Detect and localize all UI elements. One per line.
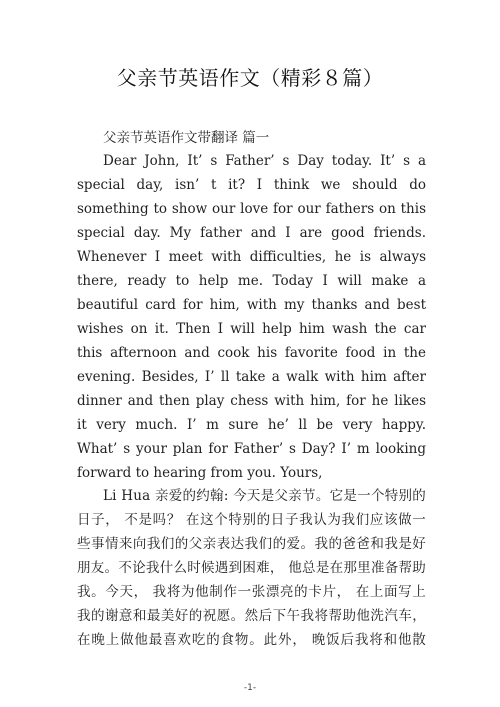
page-number: -1-	[243, 683, 257, 693]
body-line: 朋友。不论我什么时候遇到困难， 他总是在那里准备帮助	[77, 560, 426, 576]
body-line: 我。今天， 我将为他制作一张漂亮的卡片， 在上面写上	[77, 584, 426, 600]
body-line: Whenever I meet with difficulties, he is always	[77, 249, 426, 265]
body-line: Dear John, It’ s Father’ s Day today. It’ s a	[103, 153, 426, 169]
document-title: 父亲节英语作文（精彩８篇）	[116, 66, 384, 90]
body-line: forward to hearing from you. Yours,	[77, 465, 323, 481]
body-line: 些事情来向我们的父亲表达我们的爱。我的爸爸和我是好	[77, 536, 426, 552]
body-line: 我的谢意和最美好的祝愿。然后下午我将帮助他洗汽车，	[77, 608, 426, 624]
body-line: special day. My father and I are good friends.	[77, 225, 426, 241]
body-line: something to show our love for our fathers on this	[77, 201, 426, 217]
body-line: dinner and then play chess with him, for he likes	[77, 393, 426, 409]
body-line: 在晚上做他最喜欢吃的食物。此外， 晚饭后我将和他散	[77, 632, 426, 648]
body-line: special day, isn’ t it? I think we should do	[77, 177, 426, 193]
body-line: this afternoon and cook his favorite food in the	[77, 345, 426, 361]
body-line: beautiful card for him, with my thanks and best	[77, 297, 426, 313]
body-line: 日子， 不是吗？ 在这个特别的日子我认为我们应该做一	[77, 512, 426, 528]
body-line: wishes on it. Then I will help him wash the car	[77, 321, 426, 337]
body-line: evening. Besides, I’ ll take a walk with him after	[77, 369, 426, 385]
body-line: Li Hua 亲爱的约翰: 今天是父亲节。它是一个特别的	[103, 488, 426, 504]
section-heading: 父亲节英语作文带翻译 篇一	[103, 130, 270, 146]
body-line: it very much. I’ m sure he’ ll be very happy.	[77, 417, 426, 433]
body-line: What’ s your plan for Father’ s Day? I’ m looking	[77, 441, 426, 457]
body-line: there, ready to help me. Today I will make a	[77, 273, 426, 289]
